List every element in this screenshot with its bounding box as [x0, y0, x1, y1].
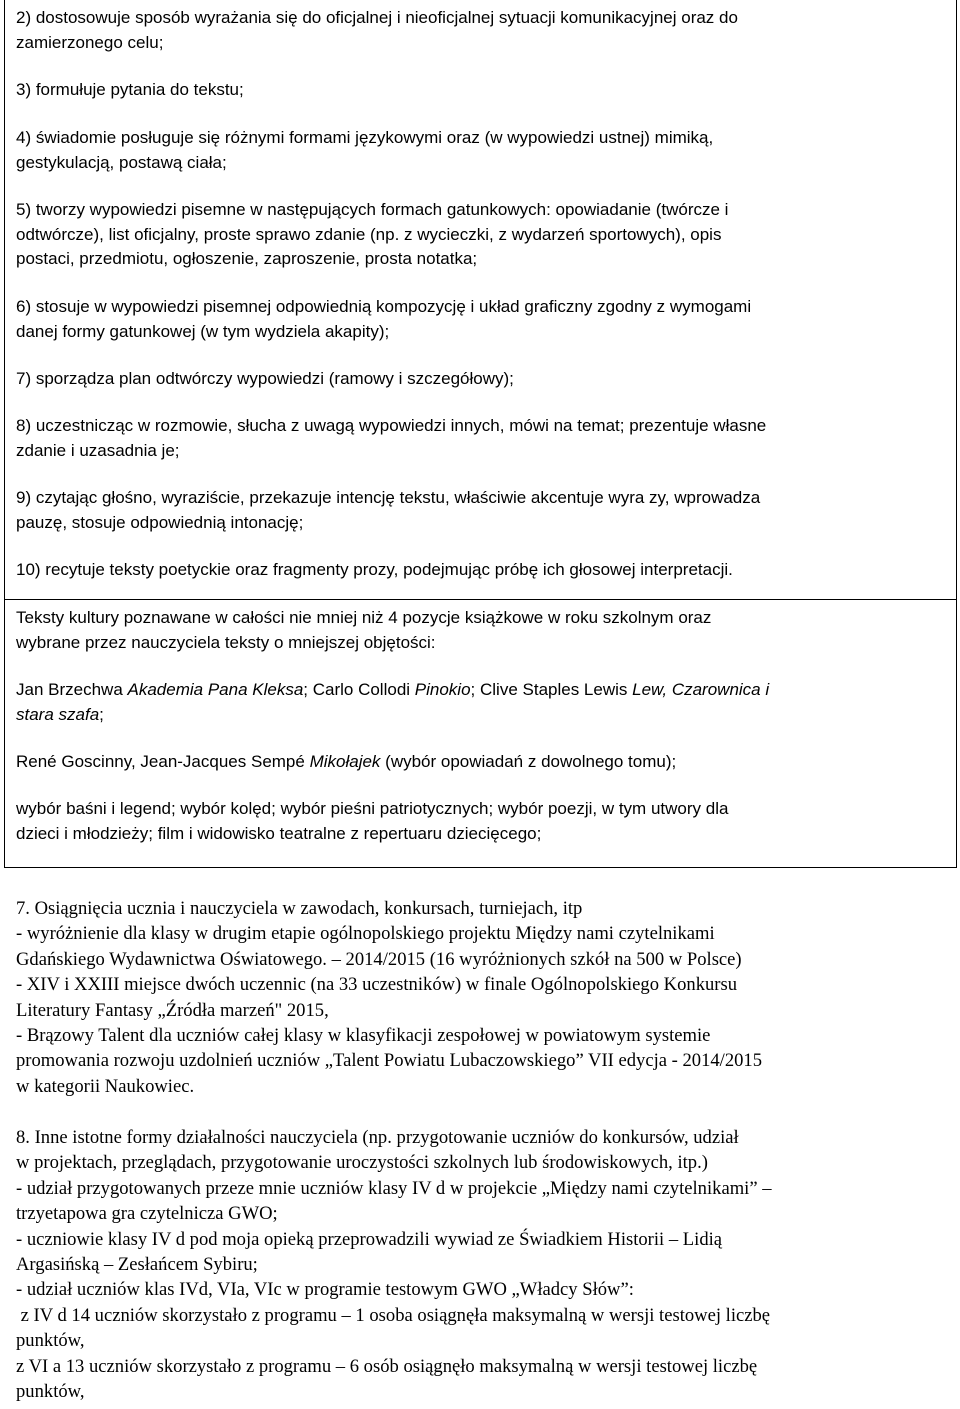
- author-brzechwa: Jan Brzechwa: [16, 680, 128, 699]
- title-akademia: Akademia Pana Kleksa: [127, 680, 304, 699]
- curriculum-requirements-box: [4, 0, 957, 600]
- requirement-6-line-2: danej formy gatunkowej (w tym wydziela akapity);: [16, 321, 390, 341]
- requirement-5-line-2: odtwórcze), list oficjalny, proste sprawo zdanie (np. z wycieczki, z wydarzeń sportowych), opis: [16, 224, 722, 244]
- section-7-line: promowania rozwoju uzdolnień uczniów „Talent Powiatu Lubaczowskiego” VII edycja - 2014/2015: [16, 1050, 763, 1072]
- mikolajek-note: (wybór opowiadań z dowolnego tomu);: [380, 752, 677, 771]
- requirement-9-line-2: pauzę, stosuje odpowiednią intonację;: [16, 512, 304, 532]
- section-7-line: - wyróżnienie dla klasy w drugim etapie ogólnopolskiego projektu Między nami czytelnikami: [16, 923, 715, 945]
- requirement-2: [16, 6, 946, 55]
- requirement-8: [16, 414, 946, 463]
- section-8-line: - uczniowie klasy IV d pod moja opieką przeprowadzili wywiad ze Świadkiem Historii – Lidią: [16, 1228, 723, 1250]
- reading-list-intro-line-2: wybrane przez nauczyciela teksty o mniejszej objętości:: [16, 632, 436, 652]
- section-8-line: - udział przygotowanych przeze mnie uczniów klasy IV d w projekcie „Między nami czytelnikami” –: [16, 1177, 772, 1199]
- section-8-line: w projektach, przeglądach, przygotowanie uroczystości szkolnych lub środowiskowych, itp.): [16, 1152, 708, 1174]
- line-end: ;: [99, 704, 104, 724]
- section-7-line: - Brązowy Talent dla uczniów całej klasy w klasyfikacji zespołowej w powiatowym systemie: [16, 1025, 711, 1047]
- section-7-line: Gdańskiego Wydawnictwa Oświatowego. – 2014/2015 (16 wyróżnionych szkół na 500 w Polsce): [16, 948, 742, 970]
- title-pinokio: Pinokio: [414, 680, 471, 699]
- section-7-line: w kategorii Naukowiec.: [16, 1075, 195, 1097]
- section-8-line: Argasińską – Zesłańcem Sybiru;: [16, 1254, 258, 1276]
- requirement-5-line-3: postaci, przedmiotu, ogłoszenie, zaproszenie, prosta notatka;: [16, 249, 478, 268]
- reading-list-authors-2: [16, 750, 946, 775]
- requirement-10: 10) recytuje teksty poetyckie oraz fragmenty prozy, podejmując próbę ich głosowej interpretacji.: [16, 560, 733, 579]
- section-8-line: - udział uczniów klas IVd, VIa, VIc w programie testowym GWO „Władcy Słów”:: [16, 1279, 634, 1301]
- requirement-9-line-1: 9) czytając głośno, wyraziście, przekazuje intencję tekstu, właściwie akcentuje wyra zy, wprowadza: [16, 488, 761, 507]
- section-8-line: z VI a 13 uczniów skorzystało z programu – 6 osób osiągnęło maksymalną w wersji testowej liczbę: [16, 1355, 758, 1377]
- section-7-line: Literatury Fantasy „Źródła marzeń" 2015,: [16, 999, 329, 1021]
- requirement-4: [16, 126, 946, 175]
- section-7-line: - XIV i XXIII miejsce dwóch uczennic (na 33 uczestników) w finale Ogólnopolskiego Konkursu: [16, 974, 738, 996]
- section-8-line: punktów,: [16, 1381, 85, 1403]
- requirement-5: [16, 198, 946, 272]
- author-lewis: ; Clive Staples Lewis: [470, 680, 633, 699]
- section-8-line: z IV d 14 uczniów skorzystało z programu – 1 osoba osiągnęła maksymalną w wersji testowej liczbę: [16, 1304, 771, 1326]
- section-7-heading: 7. Osiągnięcia ucznia i nauczyciela w zawodach, konkursach, turniejach, itp: [16, 898, 583, 919]
- requirement-2-line-2: zamierzonego celu;: [16, 32, 164, 52]
- reading-list-authors-1: [16, 678, 946, 727]
- requirement-4-line-2: gestykulacją, postawą ciała;: [16, 152, 227, 172]
- requirement-7: 7) sporządza plan odtwórczy wypowiedzi (ramowy i szczegółowy);: [16, 369, 514, 388]
- reading-list-box: [4, 600, 957, 868]
- section-7-achievements: [16, 896, 946, 1099]
- requirement-4-line-1: 4) świadomie posługuje się różnymi formami językowymi oraz (w wypowiedzi ustnej) mimiką,: [16, 128, 714, 147]
- reading-list-other: [16, 797, 946, 846]
- requirement-6: [16, 295, 946, 344]
- reading-list-intro-line-1: Teksty kultury poznawane w całości nie mniej niż 4 pozycje książkowe w roku szkolnym oraz: [16, 608, 712, 627]
- section-8-activities: [16, 1125, 946, 1404]
- title-lew-part2: stara szafa: [16, 704, 100, 724]
- reading-list-other-line-1: wybór baśni i legend; wybór kolęd; wybór pieśni patriotycznych; wybór poezji, w tym utwory dla: [16, 799, 729, 818]
- author-goscinny: René Goscinny, Jean-Jacques Sempé: [16, 752, 310, 771]
- requirement-6-line-1: 6) stosuje w wypowiedzi pisemnej odpowiednią kompozycję i układ graficzny zgodny z wymogami: [16, 297, 752, 316]
- requirement-8-line-2: zdanie i uzasadnia je;: [16, 440, 180, 460]
- title-mikolajek: Mikołajek: [309, 752, 381, 771]
- section-8-heading: 8. Inne istotne formy działalności nauczyciela (np. przygotowanie uczniów do konkursów, udział: [16, 1127, 739, 1148]
- title-lew-part1: Lew, Czarownica i: [632, 680, 770, 699]
- requirement-9: [16, 486, 946, 535]
- section-8-line: punktów,: [16, 1330, 85, 1352]
- requirement-2-line-1: 2) dostosowuje sposób wyrażania się do oficjalnej i nieoficjalnej sytuacji komunikacyjnej oraz do: [16, 8, 738, 27]
- requirement-8-line-1: 8) uczestnicząc w rozmowie, słucha z uwagą wypowiedzi innych, mówi na temat; prezentuje własne: [16, 416, 767, 435]
- requirement-3: 3) formułuje pytania do tekstu;: [16, 80, 244, 99]
- requirement-5-line-1: 5) tworzy wypowiedzi pisemne w następujących formach gatunkowych: opowiadanie (twórcze i: [16, 200, 729, 219]
- section-8-line: trzyetapowa gra czytelnicza GWO;: [16, 1203, 278, 1225]
- reading-list-other-line-2: dzieci i młodzieży; film i widowisko teatralne z repertuaru dziecięcego;: [16, 823, 542, 843]
- author-collodi: ; Carlo Collodi: [303, 680, 415, 699]
- reading-list-intro: [16, 606, 946, 655]
